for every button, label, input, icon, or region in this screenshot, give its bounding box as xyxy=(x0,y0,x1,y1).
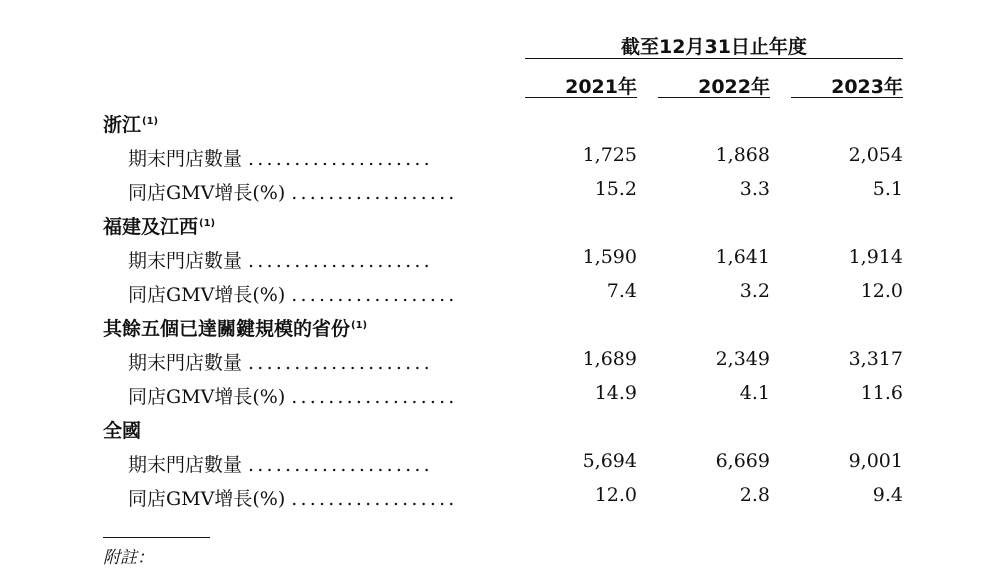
group-title-text: 浙江 xyxy=(103,114,142,136)
value-2023: 9.4 xyxy=(872,484,903,506)
leader-dots: .................... xyxy=(248,148,433,170)
value-2022: 1,868 xyxy=(715,144,770,166)
metric-label-text: 期末門店數量 xyxy=(128,250,243,272)
leader-dots: .................... xyxy=(248,454,433,476)
footnote-rule xyxy=(103,537,210,538)
group-title xyxy=(103,416,141,443)
group-title xyxy=(103,212,215,239)
group-row-fujian-jiangxi xyxy=(0,212,1000,244)
value-2021: 1,725 xyxy=(582,144,637,166)
year-header-2021: 2021年 xyxy=(565,76,637,98)
leader-dots: .................. xyxy=(291,284,458,306)
value-2022: 2,349 xyxy=(715,348,770,370)
metric-label-text: 期末門店數量 xyxy=(128,148,243,170)
metric-label xyxy=(128,348,500,375)
metric-label xyxy=(128,450,500,477)
group-note-marker: (1) xyxy=(199,217,216,229)
value-2021: 12.0 xyxy=(594,484,637,506)
period-header-rule xyxy=(525,58,903,59)
table-row xyxy=(0,382,1000,414)
group-note-marker: (1) xyxy=(351,319,368,331)
value-2023: 11.6 xyxy=(860,382,903,404)
leader-dots: .................. xyxy=(291,488,458,510)
metric-label xyxy=(128,382,500,409)
value-2021: 7.4 xyxy=(606,280,637,302)
value-2021: 14.9 xyxy=(594,382,637,404)
year-rule-2022 xyxy=(658,97,770,98)
table-row xyxy=(0,178,1000,210)
table-row xyxy=(0,484,1000,516)
value-2022: 3.2 xyxy=(739,280,770,302)
metric-label-text: 同店GMV增長(%) xyxy=(128,284,286,306)
year-rule-2021 xyxy=(525,97,637,98)
metric-label xyxy=(128,144,500,171)
metric-label-text: 期末門店數量 xyxy=(128,454,243,476)
leader-dots: .................... xyxy=(248,352,433,374)
group-title xyxy=(103,314,367,341)
value-2022: 1,641 xyxy=(715,246,770,268)
metric-label-text: 同店GMV增長(%) xyxy=(128,488,286,510)
value-2021: 1,689 xyxy=(582,348,637,370)
leader-dots: .................. xyxy=(291,386,458,408)
metric-label-text: 同店GMV增長(%) xyxy=(128,386,286,408)
group-row-national xyxy=(0,416,1000,448)
table-row xyxy=(0,246,1000,278)
metric-label xyxy=(128,246,500,273)
value-2023: 9,001 xyxy=(848,450,903,472)
group-title-text: 其餘五個已達關鍵規模的省份 xyxy=(103,318,351,340)
value-2022: 3.3 xyxy=(739,178,770,200)
value-2023: 5.1 xyxy=(872,178,903,200)
metric-label-text: 期末門店數量 xyxy=(128,352,243,374)
value-2022: 4.1 xyxy=(739,382,770,404)
metric-label xyxy=(128,484,500,511)
group-note-marker: (1) xyxy=(142,115,159,127)
metric-label xyxy=(128,178,500,205)
table-row xyxy=(0,450,1000,482)
footnote-label: 附註： xyxy=(103,548,154,568)
metric-label-text: 同店GMV增長(%) xyxy=(128,182,286,204)
table-row xyxy=(0,280,1000,312)
value-2023: 1,914 xyxy=(848,246,903,268)
value-2023: 12.0 xyxy=(860,280,903,302)
leader-dots: .................... xyxy=(248,250,433,272)
leader-dots: .................. xyxy=(291,182,458,204)
group-row-zhejiang xyxy=(0,110,1000,142)
year-header-2023: 2023年 xyxy=(831,76,903,98)
group-title xyxy=(103,110,158,137)
value-2022: 6,669 xyxy=(715,450,770,472)
period-header: 截至12月31日止年度 xyxy=(621,36,807,58)
value-2023: 2,054 xyxy=(848,144,903,166)
value-2021: 5,694 xyxy=(582,450,637,472)
table-row xyxy=(0,348,1000,380)
group-title-text: 福建及江西 xyxy=(103,216,199,238)
year-header-2022: 2022年 xyxy=(698,76,770,98)
metric-label xyxy=(128,280,500,307)
group-row-other-provinces xyxy=(0,314,1000,346)
value-2021: 15.2 xyxy=(594,178,637,200)
table-row xyxy=(0,144,1000,176)
value-2023: 3,317 xyxy=(848,348,903,370)
value-2022: 2.8 xyxy=(739,484,770,506)
value-2021: 1,590 xyxy=(582,246,637,268)
group-title-text: 全國 xyxy=(103,420,142,442)
year-rule-2023 xyxy=(791,97,903,98)
